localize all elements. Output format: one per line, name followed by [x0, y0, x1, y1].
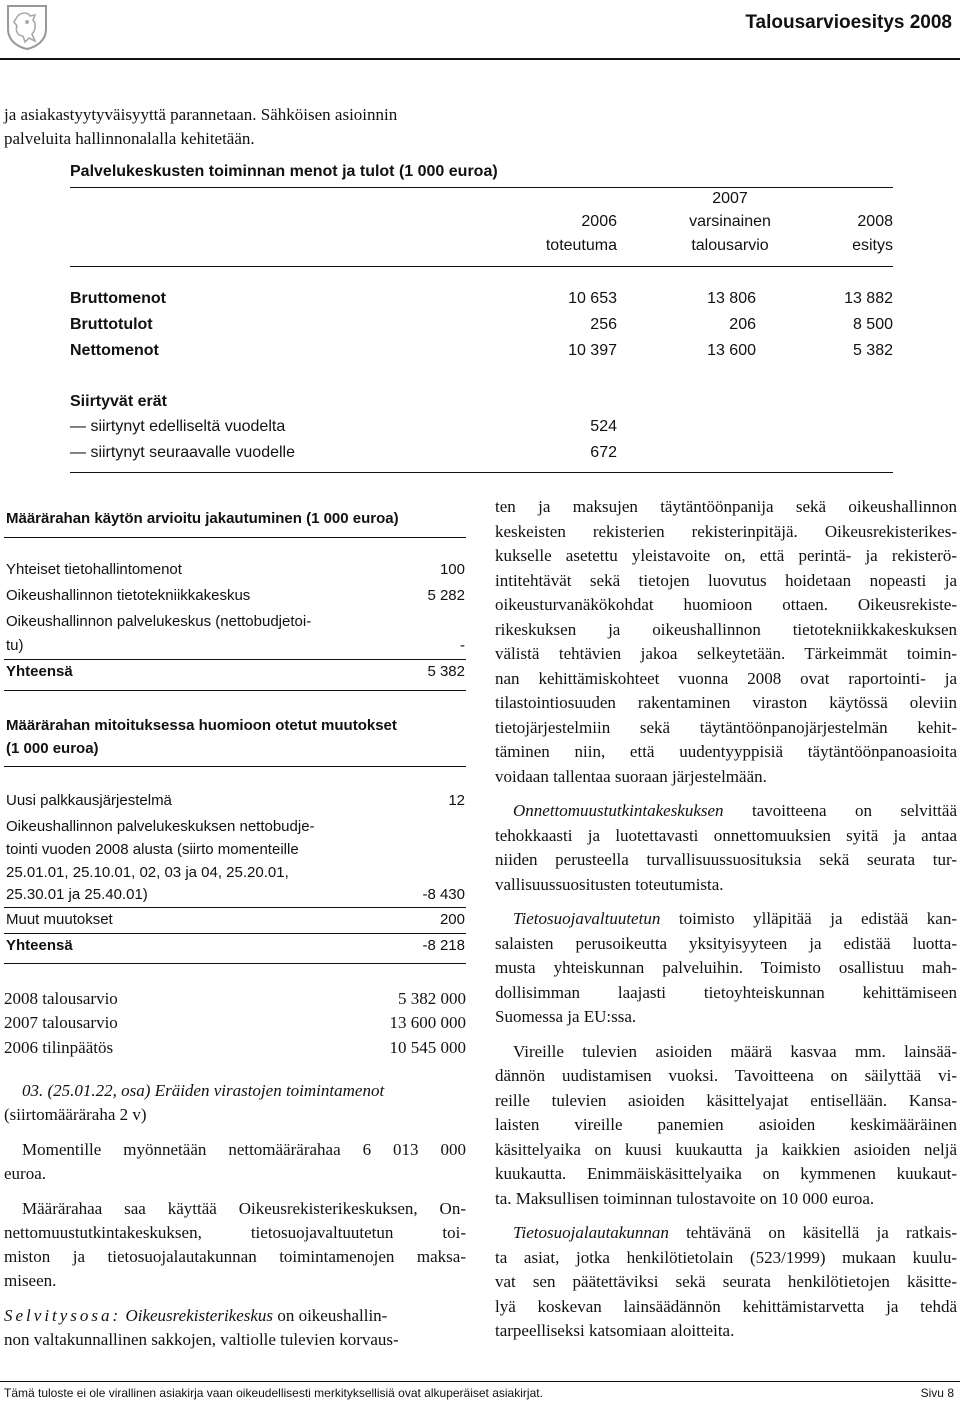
right-paragraph-2-first: [495, 799, 957, 824]
section-heading: 03. (25.01.22, osa) Eräiden virastojen toimintamenot: [22, 1081, 385, 1100]
text-line: dollisimman laajasti tietoyhteiskunnan kehittämiseen: [495, 982, 957, 1002]
right-column: [495, 495, 957, 1344]
change-value: 12: [448, 792, 465, 809]
row-value: 10 397: [568, 342, 617, 359]
change-label: Muut muutokset: [6, 911, 113, 928]
allocation-label: Yhteiset tietohallintomenot: [6, 561, 182, 578]
col-2008-label: esitys: [852, 237, 893, 254]
service-table-header-rule: [70, 266, 893, 267]
text-line: Vireille tulevien asioiden määrä kasvaa mm. lainsää-: [513, 1041, 957, 1061]
right-paragraph-4: [495, 1040, 957, 1212]
transfer-value: 672: [590, 444, 617, 461]
text-line: käsittelyaika on kuusi kuukautta ja kaikkien asioiden neljä: [495, 1139, 957, 1159]
usage-text: miseen.: [4, 1271, 57, 1290]
text-line: nan kehittämiskohteet vuonna 2008 ovat raportointi- ja: [495, 668, 957, 688]
text-line: ten ja maksujen täytäntöönpanija sekä oikeushallinnon: [495, 497, 957, 516]
text-line: keskeisten rekisterien rekisterinpitäjä. Oikeusrekisterikes-: [495, 521, 957, 541]
changes-total-rule: [4, 933, 466, 934]
explanation-italic: Oikeusrekisterikeskus: [125, 1306, 274, 1325]
col-2007-label-2: talousarvio: [691, 237, 769, 254]
changes-total-label: Yhteensä: [6, 937, 73, 954]
budget-label: 2008 talousarvio: [4, 989, 118, 1008]
col-2008-year: 2008: [857, 213, 893, 230]
explanation-text-2: non valtakunnallinen sakkojen, valtiolle tulevien korvaus-: [4, 1330, 399, 1349]
explanation-text: [4, 1304, 387, 1329]
allocation-top-rule: [4, 537, 466, 538]
col-2007-label: varsinainen: [689, 213, 771, 230]
text-line: tarpeelliseksi katsomiaan aloitteita.: [495, 1321, 735, 1340]
budget-label: 2007 talousarvio: [4, 1013, 118, 1032]
allocation-total-rule: [4, 659, 466, 660]
text-line: dännön uudistamisen vuoksi. Tavoitteena on säilyttää vi-: [495, 1066, 957, 1085]
appropriation-text: euroa.: [4, 1164, 47, 1183]
document-title: Talousarvioesitys 2008: [745, 12, 952, 33]
text-line: tehokkaasti ja luotettavasti onnettomuuksien syitä ja antaa: [495, 825, 957, 845]
footer-rule: [0, 1381, 960, 1382]
change-value: 200: [439, 911, 465, 928]
change-label: 25.01.01, 25.10.01, 02, 03 ja 04, 25.20.01,: [6, 864, 289, 881]
text-line: lyä koskevan lainsäädännön kehittämistarvetta ja tehdä: [495, 1296, 957, 1316]
changes-top-rule: [4, 766, 466, 767]
usage-text: miston ja tietosuojalautakunnan toimintamenojen maksa-: [4, 1247, 466, 1266]
right-paragraph-2-first-rest: tavoitteena on selvittää: [723, 801, 957, 820]
right-paragraph-1: [495, 495, 957, 789]
col-2006-year: 2006: [581, 213, 617, 230]
change-label: 25.30.01 ja 25.40.01): [6, 886, 148, 903]
row-value: 13 882: [844, 290, 893, 307]
row-value: 10 653: [568, 290, 617, 307]
col-2006-label: toteutuma: [545, 237, 617, 254]
transfer-label: — siirtynyt seuraavalle vuodelle: [70, 444, 295, 461]
header-rule: [0, 58, 960, 60]
footer-note: Tämä tuloste ei ole virallinen asiakirja vaan oikeudellisesti merkityksellisiä ovat alkuperäiset asiakirjat.: [4, 1386, 543, 1400]
text-line: ta asiat, jotka henkilötietolain (523/1999) mukaan kuulu-: [495, 1247, 957, 1267]
allocation-value: -: [460, 637, 465, 654]
row-value: 8 500: [852, 316, 893, 333]
text-line: tietojärjestelmiin sekä täytäntöönpanojärjestelmän kehit-: [495, 717, 957, 737]
allocation-value: 100: [439, 561, 465, 578]
text-line: kukselle asetettu yleistavoite on, että perintä- ja rekisterö-: [495, 546, 957, 565]
right-paragraph-2-rest: [495, 824, 957, 898]
section-heading-2: (siirtomääräraha 2 v): [4, 1105, 147, 1124]
allocation-value: 5 282: [427, 587, 465, 604]
row-label: Bruttotulot: [70, 316, 153, 333]
text-line: laisten vireille panemien asioiden keskimääräinen: [495, 1115, 957, 1134]
change-label: Uusi palkkausjärjestelmä: [6, 792, 172, 809]
text-line: musta yhteiskunnan palveluihin. Toimisto osallistuu mah-: [495, 958, 957, 977]
budget-label: 2006 tilinpäätös: [4, 1038, 114, 1057]
text-line: ta. Maksullisen toiminnan tulostavoite on 10 000 euroa.: [495, 1188, 875, 1208]
right-paragraph-5-first: [495, 1221, 957, 1246]
intro-line-1: ja asiakastyytyväisyyttä parannetaan. Sähköisen asioinnin: [4, 105, 398, 124]
right-paragraph-5: [495, 1221, 957, 1344]
row-value: 206: [729, 316, 756, 333]
usage-text: nettomuustutkintakeskuksen, tietosuojavaltuutetun toi-: [4, 1223, 466, 1242]
row-value: 13 600: [707, 342, 756, 359]
row-value: 5 382: [852, 342, 893, 359]
allocation-title: Määrärahan käytön arvioitu jakautuminen (1 000 euroa): [6, 510, 399, 527]
allocation-bottom-rule: [4, 690, 466, 691]
allocation-label: tu): [6, 637, 24, 654]
right-paragraph-5-first-rest: tehtävänä on käsitellä ja ratkais-: [668, 1223, 957, 1242]
intro-line-2: palveluita hallinnonalalla kehitetään.: [4, 129, 255, 148]
text-line: rikeskuksen ja oikeushallinnon tietotekniikkakeskuksen: [495, 619, 957, 639]
change-value: -8 430: [422, 886, 465, 903]
budget-value: 10 545 000: [389, 1038, 466, 1057]
coat-of-arms-logo: [5, 3, 49, 51]
allocation-label: Oikeushallinnon tietotekniikkakeskus: [6, 587, 251, 604]
service-table-title: Palvelukeskusten toiminnan menot ja tulot (1 000 euroa): [70, 163, 498, 180]
org-name: Tietosuojavaltuutetun: [513, 909, 661, 928]
text-line: välistä tehtävien jakoa selkeytetään. Tärkeimmät toimin-: [495, 644, 957, 663]
budget-value: 13 600 000: [389, 1013, 466, 1032]
transfer-label: — siirtynyt edelliseltä vuodelta: [70, 418, 286, 435]
service-table-top-rule: [70, 187, 893, 188]
row-value: 256: [590, 316, 617, 333]
explanation-lead: Selvitysosa:: [4, 1306, 122, 1325]
col-2007-year: 2007: [712, 190, 748, 207]
explanation-rest: on oikeushallin-: [273, 1306, 388, 1325]
right-paragraph-3-rest: [495, 932, 957, 1030]
right-paragraph-3-first-rest: toimisto ylläpitää ja edistää kan-: [660, 909, 957, 928]
transfer-value: 524: [590, 418, 617, 435]
org-name: Tietosuojalautakunnan: [513, 1223, 669, 1242]
right-paragraph-5-rest: [495, 1246, 957, 1344]
change-label: tointi vuoden 2008 alusta (siirto momenteille: [6, 841, 299, 858]
change-row-rule: [4, 907, 466, 908]
text-line: oikeusturvanäkökohdat huomioon ottaen. Oikeusrekiste-: [495, 595, 957, 614]
allocation-label: Oikeushallinnon palvelukeskus (nettobudjetoi-: [6, 613, 312, 630]
text-line: reille tulevien asioiden käsittelyajat entisellään. Kansa-: [495, 1090, 957, 1110]
right-paragraph-3-first: [495, 907, 957, 932]
text-line: vat sen päätettäviksi sekä seurata henkilötietojen käsitte-: [495, 1272, 957, 1291]
changes-title: Määrärahan mitoituksessa huomioon otetut muutokset: [6, 717, 397, 734]
text-line: niiden perusteella turvallisuussuosituksia sekä seurata tur-: [495, 850, 957, 869]
text-line: salaisten perusoikeutta yksityisyyteen ja edistää luotta-: [495, 933, 957, 953]
changes-title-2: (1 000 euroa): [6, 740, 99, 757]
right-paragraph-3: [495, 907, 957, 1030]
changes-bottom-rule: [4, 963, 466, 964]
text-line: kuukautta. Enimmäiskäsittelyaika on kymmenen kuukaut-: [495, 1164, 957, 1183]
text-line: Suomessa ja EU:ssa.: [495, 1007, 637, 1026]
right-paragraph-2: [495, 799, 957, 897]
allocation-total-value: 5 382: [427, 663, 465, 680]
text-line: tilastointiosuuden rakentaminen viraston käytössä oleviin: [495, 693, 957, 712]
changes-total-value: -8 218: [422, 937, 465, 954]
page-number: Sivu 8: [920, 1386, 954, 1400]
transfers-title: Siirtyvät erät: [70, 393, 167, 410]
text-line: täminen niin, että uudentyyppisiä täytäntöönpanoasioita: [495, 742, 957, 761]
change-label: Oikeushallinnon palvelukeskuksen nettobudje-: [6, 818, 315, 835]
row-label: Bruttomenot: [70, 290, 166, 307]
appropriation-text: Momentille myönnetään nettomäärärahaa 6 013 000: [22, 1140, 466, 1159]
allocation-total-label: Yhteensä: [6, 663, 73, 680]
service-table-bottom-rule: [70, 472, 893, 473]
text-line: intitehtävät sekä tietojen luovutus hoidetaan nopeasti ja: [495, 570, 957, 590]
row-label: Nettomenot: [70, 342, 159, 359]
org-name: Onnettomuustutkintakeskuksen: [513, 801, 724, 820]
text-line: voidaan tallentaa suoraan järjestelmään.: [495, 766, 767, 786]
budget-value: 5 382 000: [398, 989, 466, 1008]
row-value: 13 806: [707, 290, 756, 307]
usage-text: Määrärahaa saa käyttää Oikeusrekisterikeskuksen, On-: [22, 1199, 466, 1218]
text-line: vallisuussuositusten toteutumista.: [495, 874, 724, 894]
